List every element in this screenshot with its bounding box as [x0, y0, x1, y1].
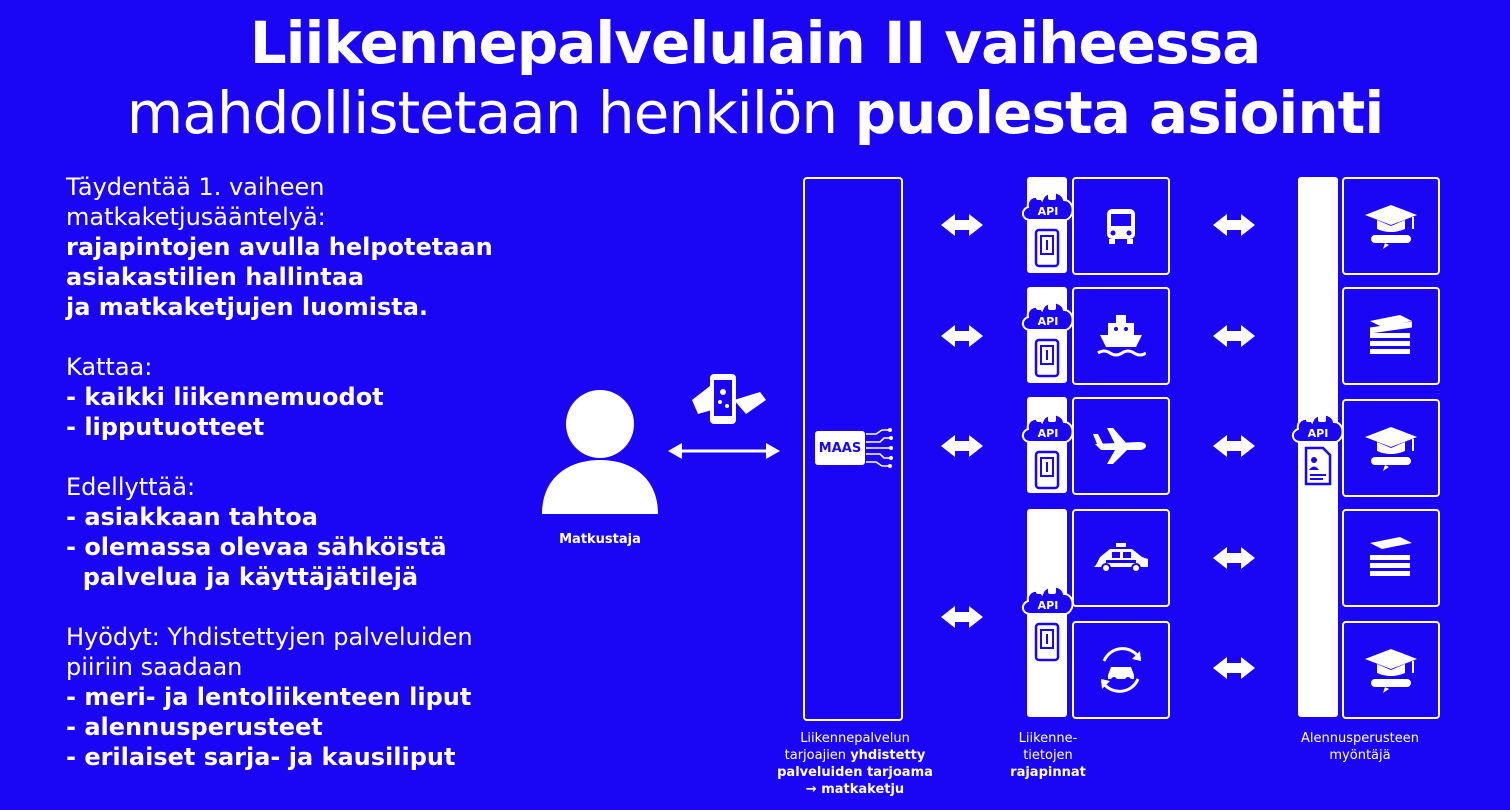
requires-heading: Edellyttää: — [66, 473, 196, 501]
api-cloud-icon — [1020, 582, 1076, 616]
discount-box — [1342, 399, 1440, 497]
double-arrow-icon — [941, 212, 983, 238]
maas-caption-line: Liikennepalvelun — [800, 731, 910, 746]
supplement-line: Täydentää 1. vaiheen — [66, 173, 325, 201]
benefits-item: - erilaiset sarja- ja kausiliput — [66, 743, 456, 771]
mobile-ticket-icon — [1033, 338, 1061, 378]
covers-heading: Kattaa: — [66, 353, 153, 381]
person-label: Matkustaja — [559, 532, 641, 547]
requires-item: - asiakkaan tahtoa — [66, 503, 318, 531]
stack-icon — [1366, 313, 1416, 359]
stack-icon — [1366, 535, 1416, 581]
requires-item: palvelua ja käyttäjätilejä — [66, 563, 419, 591]
discount-box — [1342, 287, 1440, 385]
double-arrow-icon — [941, 604, 983, 630]
api-caption-line-bold: rajapinnat — [1010, 765, 1086, 780]
double-arrow-icon — [941, 323, 983, 349]
api-label: API — [1037, 599, 1059, 612]
api-cloud-icon — [1020, 188, 1076, 222]
mobile-ticket-icon — [1033, 228, 1061, 268]
graduation-cap-icon — [1363, 203, 1419, 249]
double-arrow-icon — [941, 433, 983, 459]
api-label: API — [1307, 427, 1329, 440]
airplane-box — [1072, 397, 1170, 495]
car-sharing-box — [1072, 621, 1170, 719]
api-cloud-icon — [1290, 410, 1346, 444]
api-caption — [990, 730, 1106, 781]
discount-box — [1342, 509, 1440, 607]
maas-caption — [760, 730, 950, 798]
benefits-heading: Hyödyt: Yhdistettyjen palveluiden — [66, 623, 473, 651]
api-caption-line: Liikenne- — [1018, 731, 1078, 746]
supplement-line: matkaketjusääntelyä: — [66, 203, 326, 231]
bus-box — [1072, 177, 1170, 275]
graduation-cap-icon — [1363, 425, 1419, 471]
car-sharing-icon — [1094, 645, 1148, 695]
double-arrow-icon — [1213, 545, 1255, 571]
maas-caption-part-bold: yhdistetty — [850, 748, 926, 763]
discount-caption-line: Alennusperusteen — [1301, 731, 1419, 746]
maas-label: MAAS — [818, 440, 862, 456]
benefits-heading: piiriin saadaan — [66, 653, 243, 681]
benefits-item: - meri- ja lentoliikenteen liput — [66, 683, 472, 711]
maas-caption-line-bold: → matkaketju — [805, 782, 905, 797]
title-line-2 — [0, 80, 1510, 146]
supplement-bold-line: asiakastilien hallintaa — [66, 263, 365, 291]
discount-caption-line: myöntäjä — [1329, 748, 1391, 763]
graduation-cap-icon — [1363, 647, 1419, 693]
maas-caption-line — [760, 747, 950, 764]
title-line-2-regular: mahdollistetaan henkilön — [126, 79, 855, 147]
section-requires — [66, 472, 536, 592]
discount-caption — [1290, 730, 1430, 764]
benefits-item: - alennusperusteet — [66, 713, 323, 741]
double-arrow-icon — [1213, 655, 1255, 681]
bus-icon — [1101, 206, 1141, 246]
double-arrow-icon — [1213, 323, 1255, 349]
taxi-icon — [1092, 543, 1150, 573]
ship-icon — [1096, 313, 1146, 359]
title-line-2-bold: puolesta asiointi — [854, 79, 1384, 147]
covers-item: - kaikki liikennemuodot — [66, 383, 384, 411]
discount-box — [1342, 177, 1440, 275]
section-benefits — [66, 622, 536, 772]
title-line-1: Liikennepalvelulain II vaiheessa — [249, 9, 1261, 77]
section-covers — [66, 352, 536, 442]
circuit-icon — [866, 428, 894, 468]
mobile-ticket-icon — [1033, 450, 1061, 490]
person-icon — [540, 386, 660, 516]
api-label: API — [1037, 315, 1059, 328]
maas-caption-line-bold: palveluiden tarjoama — [777, 765, 933, 780]
supplement-bold-line: ja matkaketjujen luomista. — [66, 293, 429, 321]
api-label: API — [1037, 427, 1059, 440]
covers-item: - lipputuotteet — [66, 413, 265, 441]
api-label: API — [1037, 205, 1059, 218]
api-caption-line: tietojen — [1023, 748, 1073, 763]
maas-caption-part: tarjoajien — [784, 748, 851, 763]
double-arrow-icon — [1213, 433, 1255, 459]
api-cloud-icon — [1020, 298, 1076, 332]
id-document-icon — [1303, 446, 1333, 486]
airplane-icon — [1093, 426, 1149, 466]
ship-box — [1072, 287, 1170, 385]
mobile-ticket-icon — [1033, 622, 1061, 662]
discount-box — [1342, 621, 1440, 719]
person-maas-arrow-icon — [668, 440, 780, 462]
requires-item: - olemassa olevaa sähköistä — [66, 533, 447, 561]
taxi-box — [1072, 509, 1170, 607]
mobile-app-icon — [690, 370, 770, 430]
api-cloud-icon — [1020, 410, 1076, 444]
section-supplement — [66, 172, 536, 322]
supplement-bold-line: rajapintojen avulla helpotetaan — [66, 233, 493, 261]
double-arrow-icon — [1213, 212, 1255, 238]
maas-badge — [815, 431, 865, 465]
